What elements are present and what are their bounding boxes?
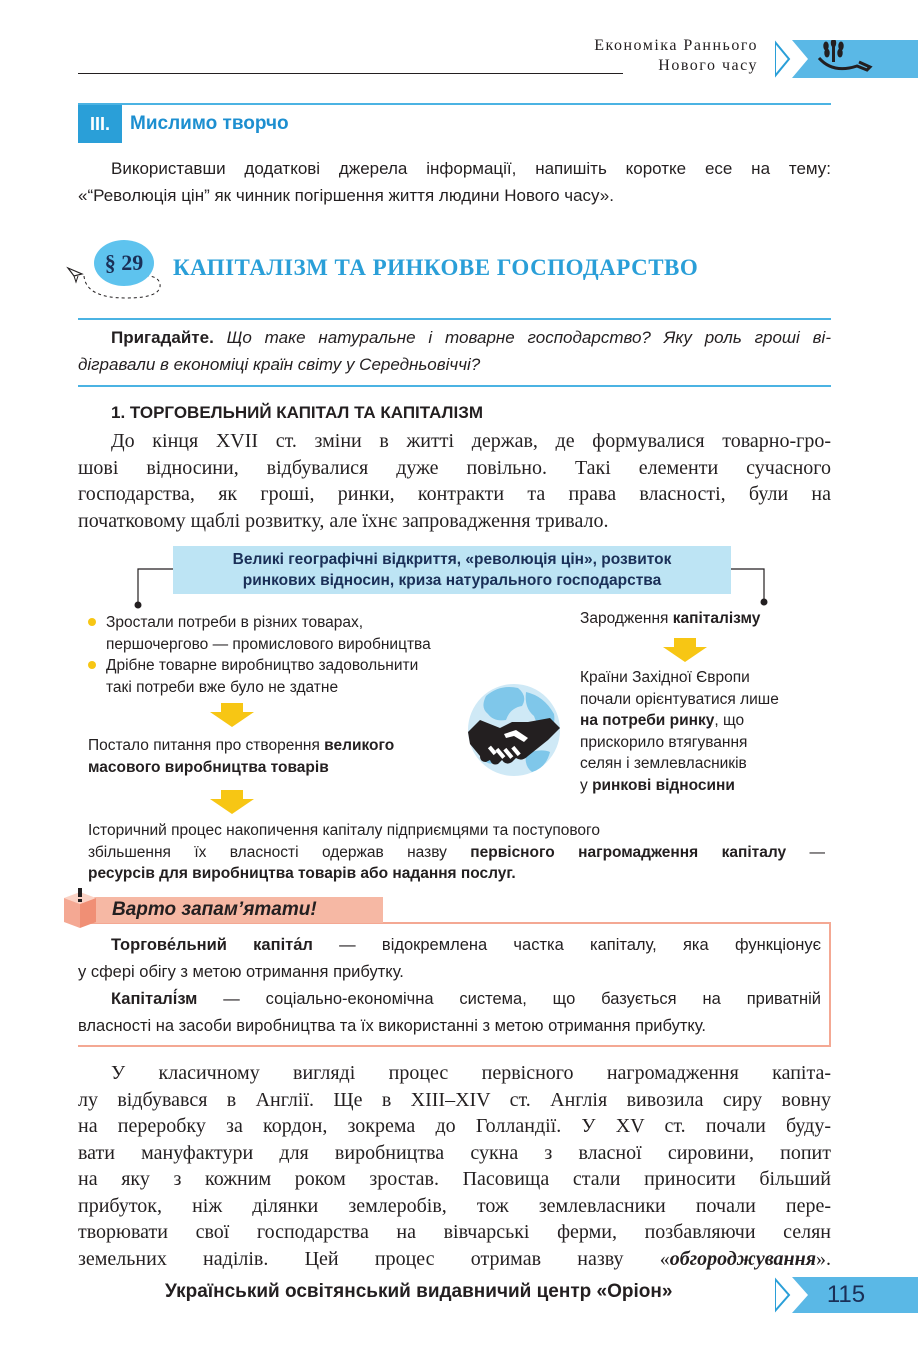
definition-text: власності на засоби виробництва та їх використанні з метою отримання прибутку.	[78, 1017, 706, 1035]
diagram-right-text	[580, 667, 779, 796]
conclusion-line: Історичний процес накопичення капіталу підприємцями та поступового	[88, 822, 600, 839]
body-line: творювати свої господарства на вівчарські ферми, позбавляючи селян	[78, 1221, 831, 1243]
bullet-line: Дрібне товарне виробництво задовольнити	[106, 657, 419, 674]
result-text: Постало питання про створення	[88, 737, 325, 754]
globe-handshake-icon	[466, 678, 562, 793]
body-line: на яку з кожним роком зростав. Пасовища стали приносити більший	[78, 1168, 831, 1190]
bullet-icon	[88, 661, 96, 669]
paragraph-number-badge: § 29	[94, 240, 154, 286]
diagram-conclusion	[88, 820, 825, 885]
cause-line: ринкових відносин, криза натурального господарства	[242, 572, 662, 589]
body-line: вати мануфактури для виробництва сукна з власної сировини, попит	[78, 1141, 831, 1164]
body-line: господарства, як гроші, ринки, контракти та права власності, були на	[78, 483, 831, 505]
right-line: у	[580, 776, 593, 794]
bullet-icon	[88, 618, 96, 626]
remember-title: Варто запам’ятати!	[112, 899, 317, 920]
running-header-line1: Економіка Раннього	[594, 37, 758, 54]
conclusion-line: —	[786, 843, 826, 861]
bullet-line: першочергово — промислового виробництва	[106, 635, 431, 653]
diagram-left-result	[88, 735, 394, 778]
definition-text: у сфері обігу з метою отримання прибутку.	[78, 963, 404, 981]
remind-label: Пригадайте.	[111, 328, 214, 347]
definition-term: Торгове́льний капіта́л	[111, 936, 313, 954]
body-line: на переробку за кордон, зокрема до Голландії. У XV ст. почали буду-	[78, 1115, 831, 1137]
task-line: Використавши додаткові джерела інформації, напишіть коротке есе на тему:	[111, 159, 831, 178]
paragraph-title: КАПІТАЛІЗМ ТА РИНКОВЕ ГОСПОДАРСТВО	[173, 255, 699, 280]
result-bold: великого	[324, 737, 395, 754]
section-number: III.	[78, 105, 122, 143]
bullet-line: Зростали потреби в різних товарах,	[106, 614, 364, 631]
task-line: «“Революція цін” як чинник погіршення життя людини Нового часу».	[78, 186, 614, 205]
right-line: , що	[714, 712, 745, 729]
body-line: земельних наділів. Цей процес отримав назву «	[78, 1247, 670, 1270]
bullet-line: такі потреби вже було не здатне	[106, 678, 339, 696]
publisher-name: Український освітянський видавничий центр «Оріон»	[165, 1281, 673, 1302]
body-line: початковому щаблі розвитку, але їхнє запровадження тривало.	[78, 509, 609, 532]
body-line: прибуток, ніж ділянки землеробів, тож землевласники почали пере-	[78, 1194, 831, 1217]
definition-text: — соціально-економічна система, що базується на приватній	[197, 990, 821, 1008]
term-emphasis: обгороджування	[669, 1247, 816, 1270]
page-number: 115	[826, 1281, 866, 1308]
remind-text: дігравали в економіці країн світу у Середньовіччі?	[78, 355, 481, 374]
diagram-right-title	[580, 608, 760, 630]
right-title-bold: капіталізму	[672, 610, 761, 627]
definition-term: Капіталі́зм	[111, 990, 198, 1008]
right-line: селян і землевласників	[580, 755, 747, 772]
section-title: Мислимо творчо	[130, 113, 289, 134]
right-line: Країни Західної Європи	[580, 669, 750, 686]
down-arrow-icon	[210, 790, 254, 814]
diagram-bullet-2	[106, 655, 418, 698]
diagram-connectors	[0, 0, 918, 620]
diagram-bullet-1	[106, 612, 431, 655]
definition-2	[78, 986, 821, 1040]
right-line: почали орієнтуватися лише	[580, 690, 779, 708]
remind-text: Що таке натуральне і товарне господарство? Яку роль гроші ві-	[226, 328, 831, 347]
right-bold: на потреби ринку	[580, 712, 715, 729]
result-bold: масового виробництва товарів	[88, 758, 329, 776]
definition-1	[78, 932, 821, 986]
conclusion-bold: первісного нагромадження капіталу	[470, 843, 787, 861]
running-header-line2: Нового часу	[658, 57, 758, 74]
diagram-cause-box	[173, 546, 731, 594]
right-bold: ринкові відносини	[592, 776, 735, 794]
exclamation-cube-icon	[62, 888, 98, 935]
down-arrow-icon	[210, 703, 254, 727]
definition-text: — відокремлена частка капіталу, яка функціонує	[312, 936, 821, 954]
right-line: прискорило втягування	[580, 733, 748, 751]
body-line: лу відбувався в Англії. Ще в XIII–XIV ст. Англія вивозила сиру вовну	[78, 1088, 831, 1111]
conclusion-line: збільшення їх власності одержав назву	[88, 843, 471, 861]
body-line: шові відносини, відбувалися дуже повільно. Такі елементи сучасного	[78, 456, 831, 479]
right-title-text: Зародження	[580, 610, 673, 627]
closing-paragraph	[78, 1060, 831, 1272]
down-arrow-icon	[663, 638, 707, 662]
body-line: У класичному вигляді процес первісного нагромадження капіта-	[111, 1062, 831, 1084]
conclusion-bold: ресурсів для виробництва товарів або надання послуг.	[88, 865, 516, 882]
subsection-heading: 1. ТОРГОВЕЛЬНИЙ КАПІТАЛ ТА КАПІТАЛІЗМ	[111, 403, 484, 422]
body-line: ».	[816, 1247, 831, 1270]
body-line: До кінця XVII ст. зміни в житті держав, де формувалися товарно-гро-	[111, 430, 831, 452]
cause-line: Великі географічні відкриття, «революція цін», розвиток	[232, 551, 672, 568]
